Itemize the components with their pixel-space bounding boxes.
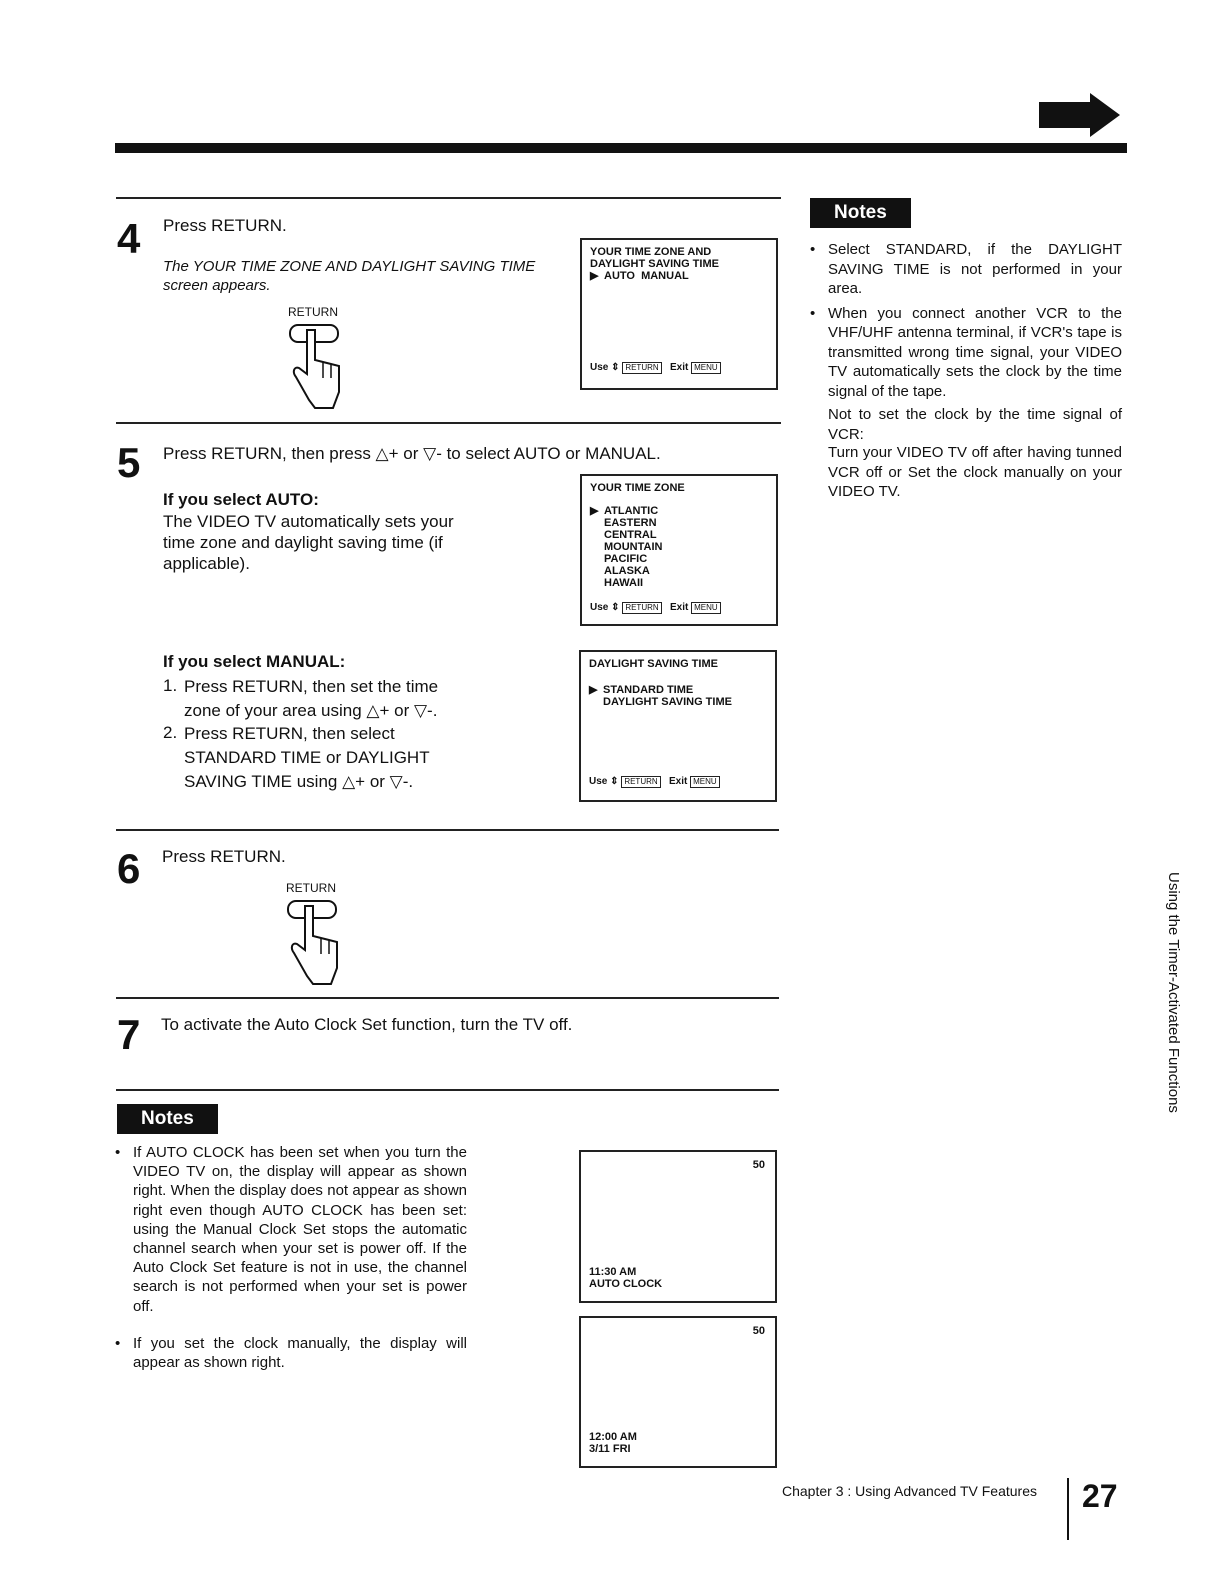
divider (116, 422, 781, 424)
next-page-arrow-icon (1036, 92, 1122, 138)
manual-step-number: 2. (163, 723, 178, 742)
hand-press-icon (285, 322, 345, 410)
tv-screen-dst (579, 650, 777, 802)
clock-time: 11:30 AM (589, 1266, 637, 1278)
auto-heading: If you select AUTO: (163, 490, 319, 509)
note-item: • When you connect another VCR to the VHF/UHF antenna terminal, if VCR's tape is transmitted wrong time signal, your VIDEO TV automatically sets the clock by the time signal of the tape. (810, 304, 1122, 402)
notes-list (115, 1334, 467, 1372)
return-button-label: RETURN (288, 305, 338, 319)
step-text: Press RETURN. (162, 847, 286, 866)
notes-list (810, 240, 1122, 401)
step-subtext: The YOUR TIME ZONE AND DAYLIGHT SAVING TIME screen appears. (163, 258, 536, 294)
time-zone-list: ▶ ATLANTIC EASTERN CENTRAL MOUNTAIN PACIFIC ALASKA HAWAII (590, 505, 663, 589)
manual-step-number: 1. (163, 676, 178, 695)
step-number: 4 (117, 215, 141, 262)
screen-title: YOUR TIME ZONE AND (590, 246, 712, 258)
hand-press-icon (283, 898, 343, 986)
auto-text: The VIDEO TV automatically sets your time zone and daylight saving time (if applicable). (163, 512, 454, 573)
side-tab-label: Using the Timer-Activated Functions (1165, 872, 1182, 1113)
manual-step-1: Press RETURN, then set the time zone of your area using △+ or ▽-. (184, 677, 439, 720)
note-item: • If AUTO CLOCK has been set when you turn the VIDEO TV on, the display will appear as shown right. When the display does not appear as shown right even though AUTO CLOCK has been set: using the Manual Clock Set stops the automatic channel search when your set is power off. If the Auto Clock Set feature is not in use, the channel search is not performed when your set is power off. (115, 1143, 467, 1316)
tv-screen-auto-clock (579, 1150, 777, 1303)
step-number: 5 (117, 439, 141, 486)
screen-footer: Use ⇕ RETURN Exit MENU (590, 362, 721, 374)
divider (116, 1089, 779, 1091)
chapter-title: Chapter 3 : Using Advanced TV Features (782, 1483, 1037, 1499)
divider (116, 197, 781, 199)
footer-divider (1067, 1478, 1069, 1540)
note-item-continued: Turn your VIDEO TV off after having tunned VCR off or Set the clock manually on your VIDEO TV. (828, 444, 1122, 500)
clock-date: 3/11 FRI (589, 1443, 631, 1455)
screen-title: DAYLIGHT SAVING TIME (590, 258, 719, 270)
clock-time: 12:00 AM (589, 1431, 637, 1443)
screen-title: YOUR TIME ZONE (590, 482, 685, 494)
page-number: 27 (1082, 1478, 1118, 1514)
cursor-arrow-icon: ▶ (590, 505, 599, 517)
note-item: • If you set the clock manually, the display will appear as shown right. (115, 1334, 467, 1372)
note-item: • Select STANDARD, if the DAYLIGHT SAVING TIME is not performed in your area. (810, 240, 1122, 299)
notes-title: Notes (117, 1104, 218, 1134)
tv-screen-tz-dst (580, 238, 778, 390)
up-down-icon: ⇕ (611, 602, 620, 613)
screen-footer: Use ⇕ RETURN Exit MENU (589, 776, 720, 788)
note-item-continued: Not to set the clock by the time signal of VCR: (828, 406, 1122, 443)
step-text: Press RETURN. (163, 216, 287, 235)
channel-number: 50 (752, 1159, 765, 1171)
dst-list: ▶ STANDARD TIME DAYLIGHT SAVING TIME (589, 684, 732, 708)
step-text: Press RETURN, then press △+ or ▽- to select AUTO or MANUAL. (163, 444, 661, 463)
tv-screen-time-zone (580, 474, 778, 626)
header-rule (115, 143, 1127, 153)
step-text: To activate the Auto Clock Set function, turn the TV off. (161, 1015, 573, 1034)
screen-footer: Use ⇕ RETURN Exit MENU (590, 602, 721, 614)
return-button-label: RETURN (286, 881, 336, 895)
cursor-arrow-icon: ▶ (589, 684, 598, 696)
clock-label: AUTO CLOCK (589, 1278, 663, 1290)
up-down-icon: ⇕ (611, 362, 620, 373)
step-number: 6 (117, 845, 141, 892)
notes-title: Notes (810, 198, 911, 228)
channel-number: 50 (752, 1325, 765, 1337)
divider (116, 829, 779, 831)
screen-title: DAYLIGHT SAVING TIME (589, 658, 718, 670)
screen-options: AUTO MANUAL (604, 270, 689, 282)
up-down-icon: ⇕ (610, 776, 619, 787)
divider (116, 997, 779, 999)
manual-heading: If you select MANUAL: (163, 652, 346, 671)
tv-screen-manual-clock (579, 1316, 777, 1468)
step-number: 7 (117, 1011, 141, 1058)
notes-list (115, 1143, 467, 1316)
cursor-arrow-icon: ▶ (590, 270, 599, 282)
manual-step-2: Press RETURN, then select STANDARD TIME or DAYLIGHT SAVING TIME using △+ or ▽-. (184, 724, 430, 791)
